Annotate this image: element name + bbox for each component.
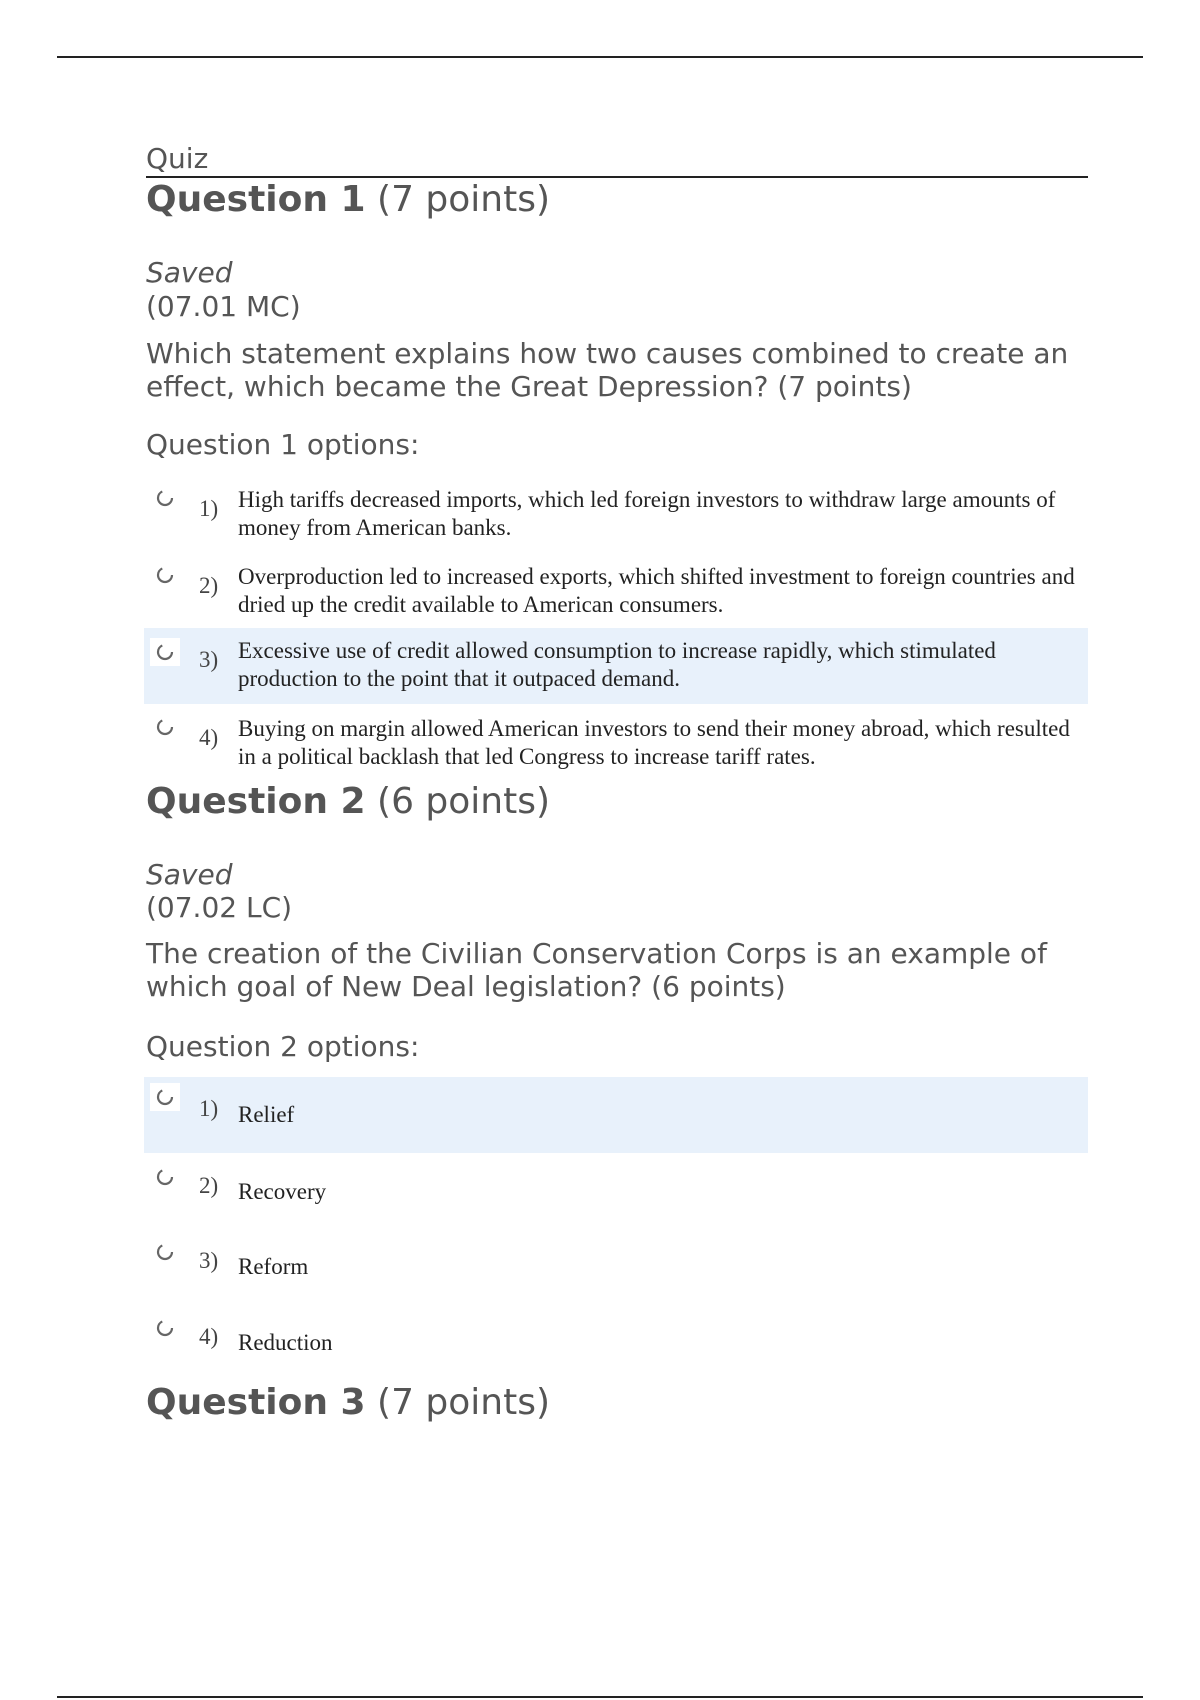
option-number: 1)	[199, 1096, 219, 1121]
loading-radio-icon[interactable]	[150, 561, 180, 589]
loading-radio-icon[interactable]	[150, 638, 180, 666]
option-text: Reform	[238, 1254, 309, 1279]
question-1-options-title: Question 1 options:	[146, 428, 420, 461]
loading-radio-icon[interactable]	[150, 1083, 180, 1111]
question-3-heading	[146, 1381, 550, 1425]
question-1-option-1[interactable]	[144, 484, 1088, 554]
loading-radio-icon[interactable]	[150, 1238, 180, 1266]
question-2-option-1[interactable]	[144, 1077, 1088, 1153]
option-text: Buying on margin allowed American investors to send their money abroad, which resulted in a political backlash that led Congress to increase tariff rates.	[238, 716, 1070, 769]
loading-radio-icon[interactable]	[150, 1163, 180, 1191]
quiz-title: Quiz	[146, 142, 1088, 178]
option-text: Relief	[238, 1102, 295, 1127]
question-1-option-2[interactable]	[144, 561, 1088, 631]
option-text: High tariffs decreased imports, which led foreign investors to withdraw large amounts of money from American banks.	[238, 487, 1056, 540]
option-number: 2)	[199, 1173, 219, 1198]
question-2-prompt: The creation of the Civilian Conservation Corps is an example of which goal of New Deal legislation? (6 points)	[146, 937, 1047, 1003]
loading-radio-icon[interactable]	[150, 1314, 180, 1342]
option-text: Overproduction led to increased exports, which shifted investment to foreign countries and dried up the credit available to American consumers.	[238, 564, 1075, 617]
question-2-points: (6 points)	[377, 781, 551, 822]
loading-radio-icon[interactable]	[150, 484, 180, 512]
option-text: Reduction	[238, 1330, 333, 1355]
question-2-label: Question 2	[146, 781, 366, 822]
loading-radio-icon[interactable]	[150, 713, 180, 741]
question-1-option-4[interactable]	[144, 713, 1088, 777]
question-1-heading	[146, 178, 550, 222]
question-1-prompt: Which statement explains how two causes combined to create an effect, which became the Great Depression? (7 points)	[146, 337, 1069, 403]
question-1-code: (07.01 MC)	[146, 290, 301, 323]
option-text: Excessive use of credit allowed consumption to increase rapidly, which stimulated production to the point that it outpaced demand.	[238, 638, 996, 691]
page-top-rule	[57, 56, 1143, 58]
question-2-saved-status: Saved	[146, 858, 233, 891]
question-2-option-3[interactable]	[144, 1238, 1088, 1298]
question-2-code: (07.02 LC)	[146, 891, 293, 924]
question-2-options-title: Question 2 options:	[146, 1030, 420, 1063]
page-bottom-rule	[57, 1696, 1143, 1698]
question-3-label: Question 3	[146, 1382, 366, 1423]
option-number: 3)	[199, 647, 219, 672]
option-number: 3)	[199, 1248, 219, 1273]
question-1-saved-status: Saved	[146, 256, 233, 289]
question-3-points: (7 points)	[377, 1382, 551, 1423]
question-1-option-3[interactable]	[144, 628, 1088, 704]
option-number: 4)	[199, 1324, 219, 1349]
question-2-option-2[interactable]	[144, 1163, 1088, 1223]
option-text: Recovery	[238, 1179, 327, 1204]
option-number: 4)	[199, 725, 219, 750]
question-1-label: Question 1	[146, 179, 366, 220]
option-number: 1)	[199, 496, 219, 521]
question-2-heading	[146, 780, 550, 824]
option-number: 2)	[199, 573, 219, 598]
question-1-points: (7 points)	[377, 179, 551, 220]
question-2-option-4[interactable]	[144, 1314, 1088, 1374]
